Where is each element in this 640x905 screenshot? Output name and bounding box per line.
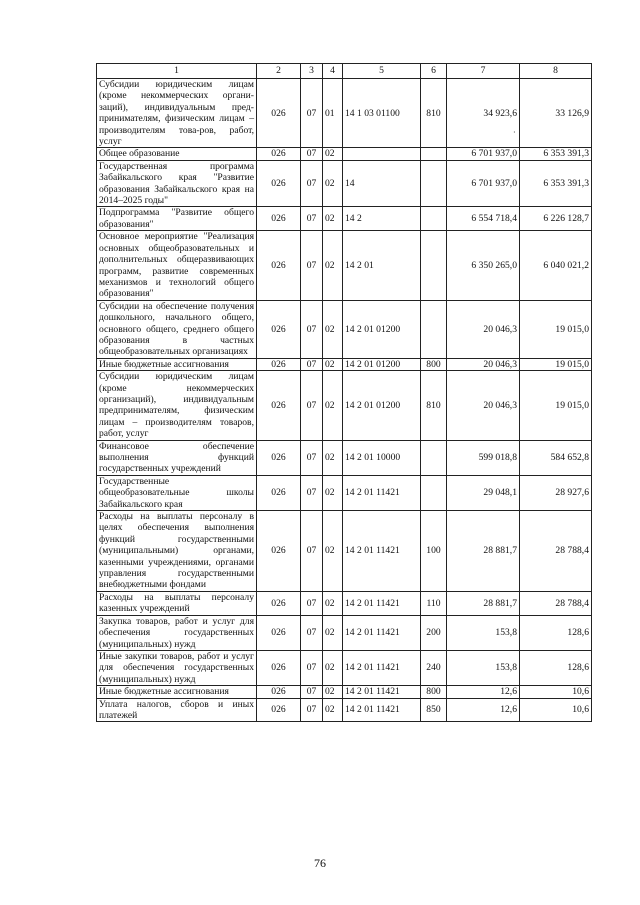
sum-year1-cell: 6 701 937,0 (447, 148, 520, 160)
sum-year2-cell: 19 015,0 (520, 300, 592, 358)
expense-type-cell (421, 231, 447, 300)
row-name-cell: Иные бюджетные ассигнования (97, 686, 257, 698)
column-header: 4 (323, 64, 343, 79)
stray-mark: · (513, 128, 516, 137)
subsection-cell: 02 (323, 475, 343, 510)
column-header: 6 (421, 64, 447, 79)
header-row (97, 64, 592, 79)
row-name-cell: Иные бюджетные ассигнования (97, 358, 257, 370)
sum-year1-cell: 12,6 (447, 686, 520, 698)
subsection-cell: 02 (323, 300, 343, 358)
expense-type-cell (421, 440, 447, 475)
code-cell: 026 (257, 511, 301, 592)
sum-year2-cell: 128,6 (520, 615, 592, 650)
expense-type-cell (421, 148, 447, 160)
table-row (97, 231, 592, 300)
code-cell: 026 (257, 79, 301, 148)
sum-year2-cell: 28 927,6 (520, 475, 592, 510)
expense-type-cell (421, 207, 447, 231)
code-cell: 026 (257, 650, 301, 685)
column-header: 2 (257, 64, 301, 79)
table-row (97, 475, 592, 510)
row-name-cell: Субсидии юридическим лицам (кроме некоммерческих органи-заций), индивидуальным пред-принимателям, физическим лицам – производителям това-ров, работ, услуг (97, 79, 257, 148)
row-name-cell: Иные закупки товаров, работ и услуг для обеспечения государственных (муниципальных) нужд (97, 650, 257, 685)
section-cell: 07 (301, 650, 323, 685)
section-cell: 07 (301, 371, 323, 440)
section-cell: 07 (301, 698, 323, 722)
subsection-cell: 02 (323, 371, 343, 440)
column-header: 8 (520, 64, 592, 79)
section-cell: 07 (301, 591, 323, 615)
code-cell: 026 (257, 591, 301, 615)
page-number: 76 (314, 856, 326, 870)
subsection-cell: 02 (323, 160, 343, 207)
target-item-cell: 14 2 (343, 207, 421, 231)
table-row (97, 358, 592, 370)
expense-type-cell: 850 (421, 698, 447, 722)
table-body (97, 79, 592, 722)
subsection-cell: 02 (323, 231, 343, 300)
sum-year1-cell: 599 018,8 (447, 440, 520, 475)
sum-year2-cell: 28 788,4 (520, 591, 592, 615)
sum-year2-cell: 33 126,9 (520, 79, 592, 148)
subsection-cell: 02 (323, 686, 343, 698)
target-item-cell: 14 2 01 11421 (343, 650, 421, 685)
column-header: 5 (343, 64, 421, 79)
section-cell: 07 (301, 615, 323, 650)
target-item-cell: 14 2 01 01200 (343, 371, 421, 440)
expense-type-cell (421, 300, 447, 358)
target-item-cell: 14 1 03 01100 (343, 79, 421, 148)
row-name-cell: Подпрограмма "Развитие общего образования" (97, 207, 257, 231)
expense-type-cell: 100 (421, 511, 447, 592)
sum-year1-cell: 153,8 (447, 615, 520, 650)
sum-year1-cell: 12,6 (447, 698, 520, 722)
expense-type-cell: 810 (421, 79, 447, 148)
section-cell: 07 (301, 686, 323, 698)
column-header: 1 (97, 64, 257, 79)
subsection-cell: 02 (323, 440, 343, 475)
table-row (97, 511, 592, 592)
sum-year1-cell: 34 923,6 (447, 79, 520, 148)
expense-type-cell (421, 160, 447, 207)
target-item-cell: 14 2 01 01200 (343, 358, 421, 370)
subsection-cell: 02 (323, 207, 343, 231)
row-name-cell: Общее образование (97, 148, 257, 160)
sum-year2-cell: 28 788,4 (520, 511, 592, 592)
subsection-cell: 01 (323, 79, 343, 148)
code-cell: 026 (257, 231, 301, 300)
row-name-cell: Закупка товаров, работ и услуг для обеспечения государственных (муниципальных) нужд (97, 615, 257, 650)
sum-year2-cell: 6 353 391,3 (520, 148, 592, 160)
code-cell: 026 (257, 358, 301, 370)
row-name-cell: Расходы на выплаты персоналу казенных учреждений (97, 591, 257, 615)
sum-year1-cell: 20 046,3 (447, 371, 520, 440)
section-cell: 07 (301, 148, 323, 160)
target-item-cell: 14 2 01 11421 (343, 475, 421, 510)
section-cell: 07 (301, 231, 323, 300)
sum-year1-cell: 6 350 265,0 (447, 231, 520, 300)
section-cell: 07 (301, 475, 323, 510)
target-item-cell: 14 2 01 (343, 231, 421, 300)
section-cell: 07 (301, 160, 323, 207)
row-name-cell: Субсидии юридическим лицам (кроме некоммерческих организаций), индивидуальным предпринимателям, физическим лицам – производителям товаров, работ, услуг (97, 371, 257, 440)
table-row (97, 698, 592, 722)
section-cell: 07 (301, 79, 323, 148)
column-header: 3 (301, 64, 323, 79)
target-item-cell: 14 2 01 11421 (343, 591, 421, 615)
subsection-cell: 02 (323, 698, 343, 722)
code-cell: 026 (257, 207, 301, 231)
sum-year2-cell: 6 040 021,2 (520, 231, 592, 300)
row-name-cell: Уплата налогов, сборов и иных платежей (97, 698, 257, 722)
code-cell: 026 (257, 371, 301, 440)
expense-type-cell: 200 (421, 615, 447, 650)
sum-year2-cell: 584 652,8 (520, 440, 592, 475)
target-item-cell (343, 148, 421, 160)
sum-year1-cell: 6 554 718,4 (447, 207, 520, 231)
section-cell: 07 (301, 300, 323, 358)
target-item-cell: 14 (343, 160, 421, 207)
code-cell: 026 (257, 440, 301, 475)
subsection-cell: 02 (323, 615, 343, 650)
row-name-cell: Государственная программа Забайкальского края "Развитие образования Забайкальского края на 2014–2025 годы" (97, 160, 257, 207)
target-item-cell: 14 2 01 11421 (343, 698, 421, 722)
expense-type-cell: 800 (421, 686, 447, 698)
subsection-cell: 02 (323, 358, 343, 370)
table-row (97, 79, 592, 148)
sum-year1-cell: 20 046,3 (447, 300, 520, 358)
column-header: 7 (447, 64, 520, 79)
target-item-cell: 14 2 01 10000 (343, 440, 421, 475)
sum-year1-cell: 28 881,7 (447, 511, 520, 592)
table-row (97, 160, 592, 207)
code-cell: 026 (257, 160, 301, 207)
expense-type-cell: 800 (421, 358, 447, 370)
sum-year1-cell: 6 701 937,0 (447, 160, 520, 207)
budget-table (96, 63, 592, 722)
table-row (97, 207, 592, 231)
expense-type-cell: 810 (421, 371, 447, 440)
table-row (97, 686, 592, 698)
sum-year1-cell: 29 048,1 (447, 475, 520, 510)
expense-type-cell (421, 475, 447, 510)
expense-type-cell: 110 (421, 591, 447, 615)
target-item-cell: 14 2 01 11421 (343, 511, 421, 592)
table-row (97, 440, 592, 475)
row-name-cell: Финансовое обеспечение выполнения функций государственных учреждений (97, 440, 257, 475)
table-row (97, 371, 592, 440)
sum-year2-cell: 128,6 (520, 650, 592, 685)
target-item-cell: 14 2 01 01200 (343, 300, 421, 358)
target-item-cell: 14 2 01 11421 (343, 615, 421, 650)
sum-year2-cell: 19 015,0 (520, 371, 592, 440)
target-item-cell: 14 2 01 11421 (343, 686, 421, 698)
row-name-cell: Расходы на выплаты персоналу в целях обеспечения выполнения функций государственными (муниципальными) органами, казенными учреждениями, органами управления государственными внебюджетными фондами (97, 511, 257, 592)
sum-year2-cell: 19 015,0 (520, 358, 592, 370)
code-cell: 026 (257, 475, 301, 510)
table-row (97, 650, 592, 685)
table-row (97, 300, 592, 358)
row-name-cell: Субсидии на обеспечение получения дошкольного, начального общего, основного общего, среднего общего образования в частных общеобразовательных организациях (97, 300, 257, 358)
section-cell: 07 (301, 511, 323, 592)
row-name-cell: Государственные общеобразовательные школы Забайкальского края (97, 475, 257, 510)
section-cell: 07 (301, 207, 323, 231)
sum-year2-cell: 6 353 391,3 (520, 160, 592, 207)
table-row (97, 615, 592, 650)
subsection-cell: 02 (323, 148, 343, 160)
subsection-cell: 02 (323, 511, 343, 592)
section-cell: 07 (301, 440, 323, 475)
subsection-cell: 02 (323, 650, 343, 685)
code-cell: 026 (257, 686, 301, 698)
table-row (97, 148, 592, 160)
table-row (97, 591, 592, 615)
sum-year2-cell: 10,6 (520, 698, 592, 722)
code-cell: 026 (257, 698, 301, 722)
sum-year1-cell: 28 881,7 (447, 591, 520, 615)
subsection-cell: 02 (323, 591, 343, 615)
sum-year1-cell: 20 046,3 (447, 358, 520, 370)
sum-year1-cell: 153,8 (447, 650, 520, 685)
expense-type-cell: 240 (421, 650, 447, 685)
code-cell: 026 (257, 615, 301, 650)
sum-year2-cell: 6 226 128,7 (520, 207, 592, 231)
row-name-cell: Основное мероприятие "Реализация основных общеобразовательных и дополнительных общеразвивающих программ, развитие современных механизмов и технологий общего образования" (97, 231, 257, 300)
code-cell: 026 (257, 300, 301, 358)
sum-year2-cell: 10,6 (520, 686, 592, 698)
section-cell: 07 (301, 358, 323, 370)
code-cell: 026 (257, 148, 301, 160)
